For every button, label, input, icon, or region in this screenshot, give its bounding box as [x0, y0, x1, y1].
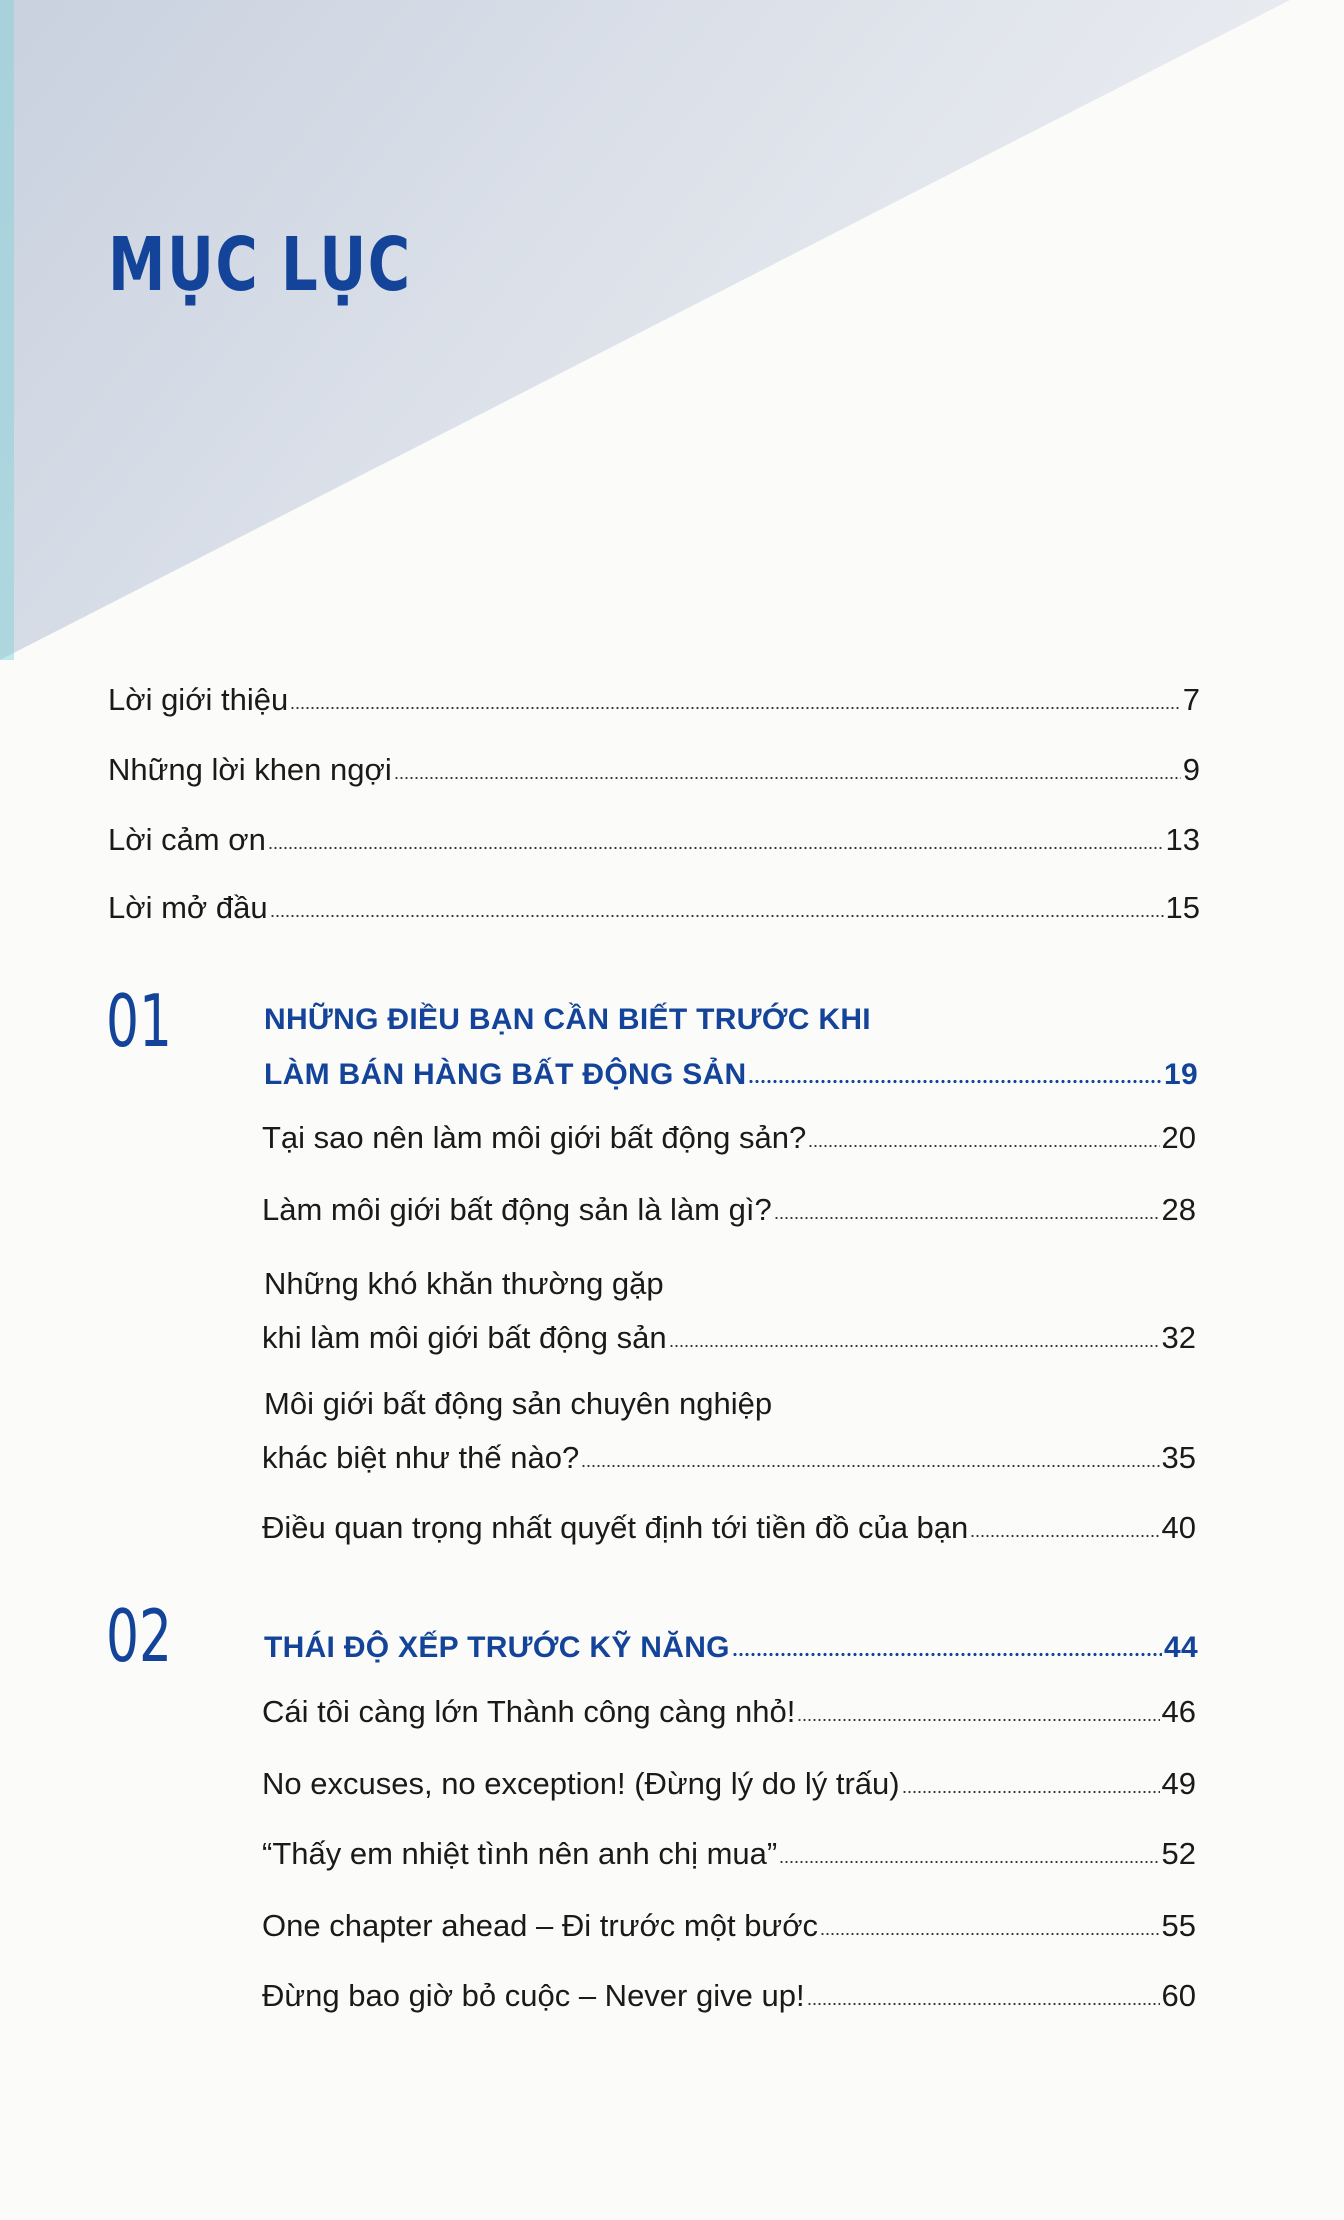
entry-title: One chapter ahead – Đi trước một bước: [262, 1908, 819, 1943]
page-number: 19: [1164, 1058, 1198, 1091]
entry-title: No excuses, no exception! (Đừng lý do lý trấu): [262, 1766, 900, 1801]
page-number: 60: [1161, 1978, 1196, 2013]
toc-entry[interactable]: [262, 1120, 1196, 1156]
toc-entry[interactable]: [108, 890, 1200, 926]
dot-leader: [970, 1534, 1159, 1538]
toc-entry[interactable]: [262, 1766, 1196, 1802]
entry-title: Làm môi giới bất động sản là làm gì?: [262, 1192, 772, 1227]
entry-title: Lời cảm ơn: [108, 822, 266, 857]
toc-entry[interactable]: [262, 1320, 1196, 1356]
left-edge-strip: [0, 0, 14, 660]
toc-entry[interactable]: [262, 1836, 1196, 1872]
page-number: 35: [1161, 1440, 1196, 1475]
dot-leader: [581, 1464, 1159, 1468]
dot-leader: [807, 2002, 1160, 2006]
toc-entry[interactable]: [108, 752, 1200, 788]
chapter-number: 02: [106, 1594, 172, 1678]
entry-title: LÀM BÁN HÀNG BẤT ĐỘNG SẢN: [264, 1058, 747, 1091]
entry-title: khi làm môi giới bất động sản: [262, 1320, 667, 1355]
entry-title: Lời giới thiệu: [108, 682, 289, 717]
dot-leader: [902, 1790, 1160, 1794]
entry-title: Lời mở đầu: [108, 890, 268, 925]
page-number: 28: [1161, 1192, 1196, 1227]
entry-title: Những lời khen ngợi: [108, 752, 392, 787]
toc-entry[interactable]: [262, 1978, 1196, 2014]
page-number: 52: [1161, 1836, 1196, 1871]
dot-leader: [820, 1932, 1159, 1936]
page-number: 49: [1161, 1766, 1196, 1801]
page-number: 46: [1161, 1694, 1196, 1729]
dot-leader: [732, 1652, 1162, 1657]
entry-title: Đừng bao giờ bỏ cuộc – Never give up!: [262, 1978, 805, 2013]
entry-title: Cái tôi càng lớn Thành công càng nhỏ!: [262, 1694, 796, 1729]
dot-leader: [774, 1216, 1160, 1220]
entry-title-line1[interactable]: Những khó khăn thường gặp: [264, 1266, 664, 1301]
page-number: 13: [1165, 822, 1200, 857]
page-number: 15: [1165, 890, 1200, 925]
dot-leader: [290, 706, 1181, 710]
page-number: 55: [1161, 1908, 1196, 1943]
dot-leader: [669, 1344, 1160, 1348]
page-number: 20: [1161, 1120, 1196, 1155]
entry-title: “Thấy em nhiệt tình nên anh chị mua”: [262, 1836, 778, 1871]
dot-leader: [748, 1079, 1162, 1084]
toc-entry[interactable]: [108, 682, 1200, 718]
toc-entry[interactable]: [262, 1908, 1196, 1944]
page-number: 7: [1182, 682, 1200, 717]
toc-entry[interactable]: [264, 1057, 1198, 1093]
toc-entry[interactable]: [262, 1192, 1196, 1228]
page-number: 44: [1164, 1631, 1198, 1664]
page-title: MỤC LỤC: [108, 222, 412, 308]
toc-entry[interactable]: [262, 1694, 1196, 1730]
entry-title: Tại sao nên làm môi giới bất động sản?: [262, 1120, 807, 1155]
toc-entry[interactable]: [108, 822, 1200, 858]
diagonal-panel: [0, 0, 1290, 660]
toc-entry[interactable]: [262, 1440, 1196, 1476]
dot-leader: [268, 846, 1164, 850]
toc-entry[interactable]: [262, 1510, 1196, 1546]
page-number: 40: [1161, 1510, 1196, 1545]
entry-title-line1[interactable]: Môi giới bất động sản chuyên nghiệp: [264, 1386, 773, 1421]
entry-title: khác biệt như thế nào?: [262, 1440, 580, 1475]
page-number: 32: [1161, 1320, 1196, 1355]
chapter-number: 01: [106, 979, 172, 1063]
entry-title: Điều quan trọng nhất quyết định tới tiền đồ của bạn: [262, 1510, 969, 1545]
dot-leader: [779, 1860, 1159, 1864]
chapter-title-line1[interactable]: NHỮNG ĐIỀU BẠN CẦN BIẾT TRƯỚC KHI: [264, 1003, 871, 1036]
page-number: 9: [1182, 752, 1200, 787]
dot-leader: [270, 914, 1164, 918]
toc-entry[interactable]: [264, 1630, 1198, 1666]
dot-leader: [808, 1144, 1159, 1148]
dot-leader: [394, 776, 1181, 780]
entry-title: THÁI ĐỘ XẾP TRƯỚC KỸ NĂNG: [264, 1631, 730, 1664]
dot-leader: [797, 1718, 1159, 1722]
